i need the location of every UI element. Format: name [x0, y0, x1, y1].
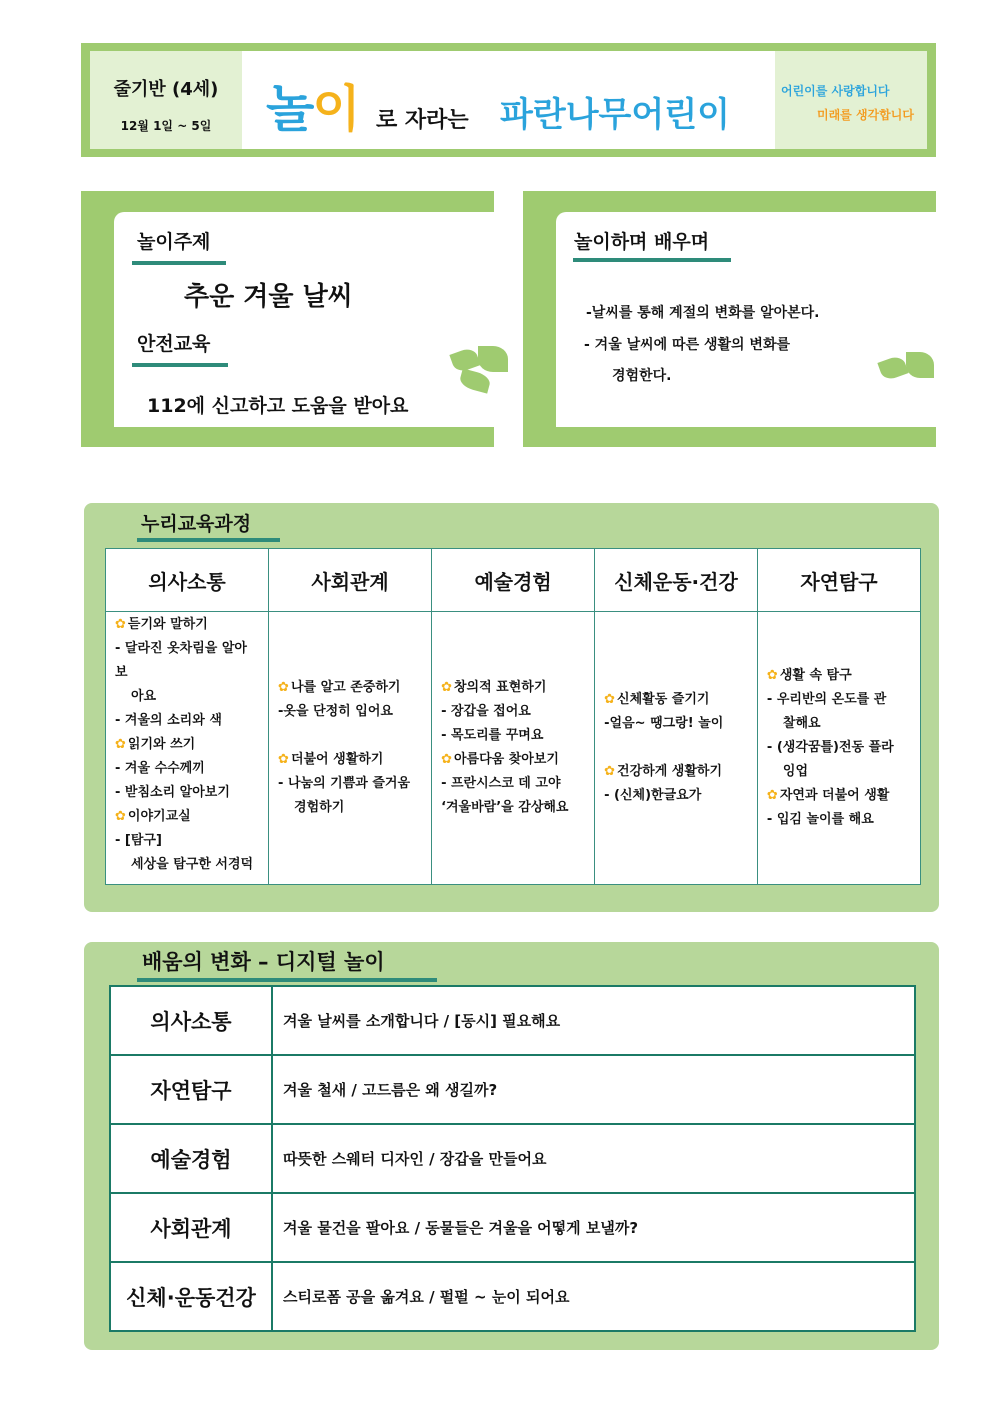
theme-title: 추운 겨울 날씨 — [184, 282, 353, 312]
motto-future: 미래를 생각합니다 — [817, 108, 914, 122]
flower-icon: ✿ — [766, 788, 778, 803]
nuri-table — [105, 548, 921, 885]
header-banner — [81, 43, 936, 157]
learning-item: - 겨울 날씨에 따른 생활의 변화를 — [584, 337, 790, 353]
social-line — [278, 700, 422, 724]
digital-activity: 스티로폼 공을 옮겨요 / 펄펄 ~ 눈이 되어요 — [272, 1262, 915, 1331]
leaf-icon — [906, 352, 934, 378]
nature-line — [767, 712, 911, 736]
communication-text: - 겨울의 소리와 색 — [115, 713, 222, 728]
title-play-part: 이 — [312, 80, 359, 138]
communication-text: - 받침소리 알아보기 — [115, 785, 230, 800]
flower-icon: ✿ — [278, 752, 289, 767]
nature-text: 자연과 더불어 생활 — [779, 788, 890, 803]
col-header: 예술경험 — [432, 549, 595, 612]
digital-area: 자연탐구 — [110, 1055, 272, 1124]
art-text: - 프란시스코 데 고야 — [441, 776, 561, 791]
flower-icon: ✿ — [604, 764, 616, 779]
communication-line — [115, 757, 259, 781]
art-line — [441, 724, 585, 748]
title-play — [266, 69, 359, 141]
leaf-icon — [478, 346, 508, 372]
art-line — [441, 676, 585, 700]
physical-text: - (신체)한글요가 — [604, 788, 702, 803]
motto-love: 어린이를 사랑합니다 — [781, 84, 890, 98]
date-range: 12월 1일 ~ 5일 — [120, 119, 212, 133]
physical-line — [604, 760, 748, 784]
flower-icon: ✿ — [441, 680, 452, 695]
communication-text: - 달라진 옷차림을 알아보 — [115, 641, 247, 680]
physical-line — [604, 688, 748, 712]
nature-line — [767, 736, 911, 760]
nature-line — [767, 664, 911, 688]
motto-area — [775, 51, 927, 149]
nature-line — [767, 688, 911, 712]
communication-line — [115, 781, 259, 805]
communication-text: - [탐구] — [115, 833, 162, 848]
social-text: -옷을 단정히 입어요 — [278, 704, 393, 719]
physical-line — [604, 784, 748, 808]
communication-text: 이야기교실 — [127, 809, 191, 824]
communication-cell — [106, 612, 269, 885]
digital-row — [110, 1193, 915, 1262]
communication-text: 아요 — [131, 689, 157, 704]
nuri-heading: 누리교육과정 — [141, 513, 252, 535]
social-line — [278, 748, 422, 772]
communication-text: 듣기와 말하기 — [127, 617, 208, 632]
col-header: 신체운동·건강 — [595, 549, 758, 612]
communication-text: - 겨울 수수께끼 — [115, 761, 205, 776]
digital-activity: 겨울 날씨를 소개합니다 / [동시] 필요해요 — [272, 986, 915, 1055]
flower-icon: ✿ — [115, 809, 126, 824]
nature-line — [767, 808, 911, 832]
art-text: ‘겨울바람’을 감상해요 — [441, 800, 569, 815]
nature-text: 잉업 — [782, 764, 809, 779]
communication-line — [115, 805, 259, 829]
nature-text: 생활 속 탐구 — [779, 668, 852, 683]
flower-icon: ✿ — [115, 737, 126, 752]
social-text: - 나눔의 기쁨과 즐거움 — [278, 776, 411, 791]
digital-underline — [137, 978, 437, 982]
flower-icon: ✿ — [441, 752, 452, 767]
art-line — [441, 796, 585, 820]
social-text: 더불어 생활하기 — [290, 752, 384, 767]
art-text: 아름다움 찾아보기 — [453, 752, 559, 767]
communication-line — [115, 829, 259, 853]
communication-text: 읽기와 쓰기 — [127, 737, 196, 752]
title-ro: 로 자라는 — [376, 108, 469, 133]
nuri-underline — [137, 538, 280, 542]
digital-area: 의사소통 — [110, 986, 272, 1055]
flower-icon: ✿ — [766, 668, 778, 683]
social-line — [278, 724, 422, 748]
communication-line — [115, 733, 259, 757]
safety-text: 112에 신고하고 도움을 받아요 — [147, 395, 409, 417]
nature-text: - 우리반의 온도를 관 — [766, 692, 887, 707]
nature-text: - (생각꿈틀)전동 플라 — [766, 740, 894, 755]
physical-text: 신체활동 즐기기 — [617, 692, 710, 707]
nature-cell — [757, 612, 920, 885]
title-play-part: 놀 — [266, 80, 313, 138]
col-header: 사회관계 — [269, 549, 432, 612]
learning-item: 경험한다. — [612, 368, 672, 384]
learning-underline — [573, 258, 731, 262]
theme-heading: 놀이주제 — [137, 231, 211, 253]
learning-item: -날씨를 통해 계절의 변화를 알아본다. — [586, 305, 820, 321]
digital-activity: 겨울 물건을 팔아요 / 동물들은 겨울을 어떻게 보낼까? — [272, 1193, 915, 1262]
social-line — [278, 676, 422, 700]
art-text: - 장갑을 접어요 — [441, 704, 531, 719]
art-text: - 목도리를 꾸며요 — [441, 728, 544, 743]
digital-area: 예술경험 — [110, 1124, 272, 1193]
art-text: 창의적 표현하기 — [453, 680, 547, 695]
school-name: 파란나무어린이 — [500, 95, 730, 135]
nature-line — [767, 784, 911, 808]
digital-row — [110, 1262, 915, 1331]
physical-line — [604, 712, 748, 736]
digital-activity: 겨울 철새 / 고드름은 왜 생길까? — [272, 1055, 915, 1124]
nature-text: - 입김 놀이를 해요 — [766, 812, 874, 827]
social-text: 나를 알고 존중하기 — [290, 680, 401, 695]
digital-heading: 배움의 변화 – 디지털 놀이 — [142, 950, 385, 974]
flower-icon: ✿ — [115, 617, 126, 632]
physical-line — [604, 736, 748, 760]
digital-row — [110, 986, 915, 1055]
digital-activity: 따뜻한 스웨터 디자인 / 장갑을 만들어요 — [272, 1124, 915, 1193]
digital-table — [109, 985, 916, 1332]
communication-line — [115, 637, 259, 685]
physical-text: -얼음~ 땡그랑! 놀이 — [604, 716, 724, 731]
social-line — [278, 796, 422, 820]
physical-text: 건강하게 생활하기 — [617, 764, 723, 779]
learning-heading: 놀이하며 배우며 — [574, 231, 710, 253]
art-line — [441, 772, 585, 796]
nature-text: 찰해요 — [782, 716, 821, 731]
safety-underline — [132, 363, 228, 367]
safety-heading: 안전교육 — [137, 333, 211, 355]
nuri-content-row — [106, 612, 921, 885]
title-area — [242, 51, 775, 149]
art-cell — [432, 612, 595, 885]
communication-line — [115, 709, 259, 733]
class-name: 줄기반 (4세) — [113, 79, 219, 100]
digital-row — [110, 1055, 915, 1124]
nature-line — [767, 760, 911, 784]
physical-cell — [595, 612, 758, 885]
art-line — [441, 700, 585, 724]
col-header: 자연탐구 — [757, 549, 920, 612]
social-cell — [269, 612, 432, 885]
communication-line — [115, 685, 259, 709]
art-line — [441, 748, 585, 772]
theme-underline — [132, 261, 226, 265]
social-line — [278, 772, 422, 796]
nuri-header-row — [106, 549, 921, 612]
communication-line — [115, 613, 259, 637]
flower-icon: ✿ — [278, 680, 289, 695]
social-text: 경험하기 — [294, 800, 345, 815]
flower-icon: ✿ — [604, 692, 616, 707]
communication-text: 세상을 탐구한 서경덕 — [131, 857, 254, 872]
digital-row — [110, 1124, 915, 1193]
digital-area: 신체·운동건강 — [110, 1262, 272, 1331]
class-info — [90, 51, 242, 149]
digital-area: 사회관계 — [110, 1193, 272, 1262]
communication-line — [115, 853, 259, 877]
col-header: 의사소통 — [106, 549, 269, 612]
